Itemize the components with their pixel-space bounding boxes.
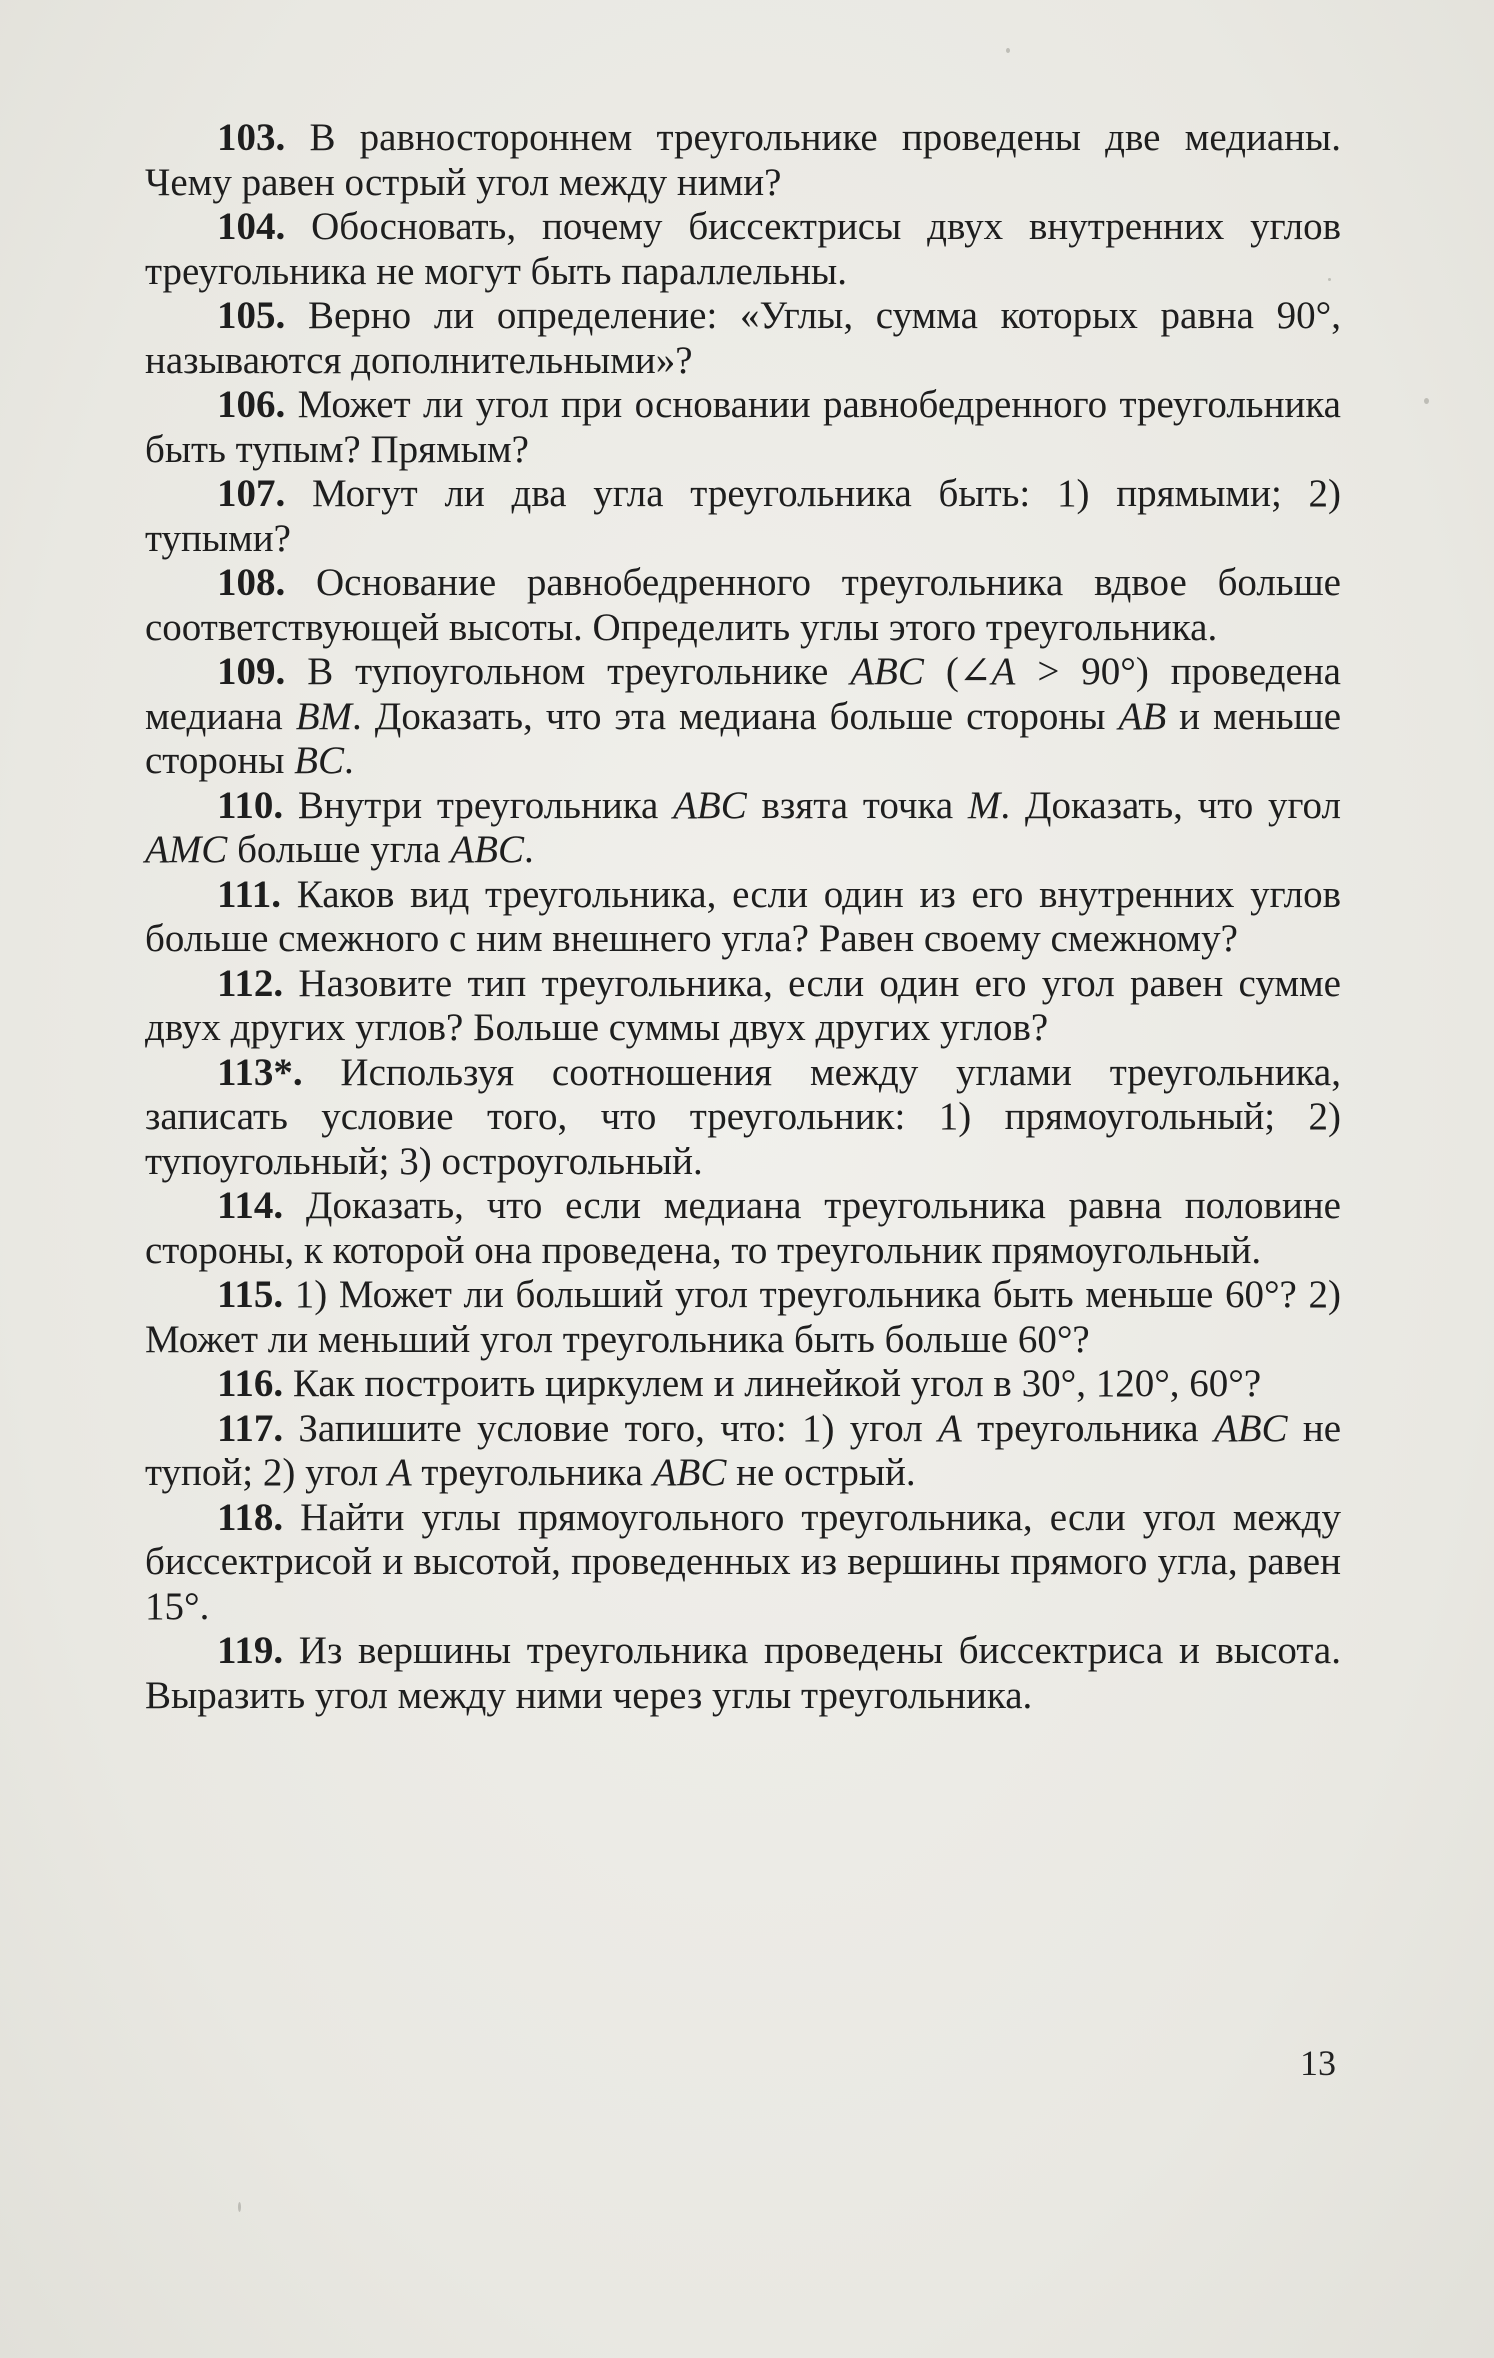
problem-text: Как построить циркулем и линейкой угол в 30°, 120°, 60°? [283, 1362, 1262, 1405]
problem-item [145, 1407, 1341, 1496]
problem-number: 108. [217, 561, 286, 604]
problem-item [145, 205, 1341, 294]
problem-text: В равностороннем треугольнике проведены две медианы. Чему равен острый угол между ними? [145, 116, 1341, 204]
problem-number: 112. [217, 961, 284, 1005]
paper-speck [238, 2202, 241, 2212]
problem-text: треугольника [961, 1406, 1214, 1450]
problem-number: 109. [217, 650, 286, 693]
math-variable: ABC [652, 1451, 727, 1494]
problem-number: 114. [217, 1184, 284, 1227]
problem-text: Из вершины треугольника проведены биссектриса и высота. Выразить угол между ними через углы треугольника. [145, 1629, 1341, 1717]
problem-item [145, 1362, 1341, 1407]
problem-number: 117. [217, 1406, 284, 1450]
problem-number: 106. [217, 383, 286, 426]
problem-item [145, 294, 1341, 383]
problem-number: 105. [217, 294, 286, 337]
problem-number: 119. [217, 1629, 284, 1672]
problem-text: В тупоугольном треугольнике [285, 650, 851, 693]
problem-number: 103. [217, 116, 286, 159]
problem-item [145, 1629, 1341, 1718]
problem-text: . Доказать, что угол [1000, 783, 1341, 827]
problem-text: Запишите условие того, что: 1) угол [283, 1406, 938, 1450]
math-variable: M [967, 783, 1001, 827]
math-variable: BM [295, 694, 352, 738]
paper-speck [1328, 278, 1331, 281]
problem-text: . [344, 739, 354, 782]
problem-text: 1) Может ли больший угол треугольника быть меньше 60°? 2) Может ли меньший угол треугольника быть больше 60°? [145, 1273, 1341, 1361]
math-variable: A [387, 1451, 412, 1494]
problem-item [145, 116, 1341, 205]
problem-text: ( [923, 650, 959, 693]
problem-text: Назовите тип треугольника, если один его угол равен сумме двух других углов? Больше суммы двух других углов? [145, 961, 1341, 1049]
problem-item [145, 873, 1341, 962]
problem-item [145, 650, 1341, 784]
problem-text: Используя соотношения между углами треугольника, записать условие того, что треугольник: 1) прямоугольный; 2) тупоугольный; 3) остроугольный. [145, 1050, 1341, 1183]
problem-item [145, 1051, 1341, 1185]
problem-text: Верно ли определение: «Углы, сумма которых равна 90°, называются дополнительными»? [145, 294, 1341, 382]
math-variable: BC [294, 739, 345, 782]
math-variable: A [937, 1406, 962, 1450]
problem-number: 110. [217, 783, 284, 827]
problem-number: 111. [217, 872, 281, 916]
problem-text: треугольника [411, 1451, 653, 1494]
problem-item [145, 784, 1341, 873]
math-variable: ABC [1213, 1406, 1288, 1450]
math-variable: ABC [450, 828, 524, 871]
problem-text: не тупой; 2) угол [145, 1406, 1341, 1494]
problem-item [145, 472, 1341, 561]
problem-text: Найти углы прямоугольного треугольника, если угол между биссектрисой и высотой, проведенных из вершины прямого угла, равен 15°. [145, 1495, 1341, 1628]
problem-item [145, 962, 1341, 1051]
problem-number: 107. [217, 472, 286, 515]
math-variable: AMC [145, 828, 228, 871]
problem-text: Может ли угол при основании равнобедренного треугольника быть тупым? Прямым? [145, 383, 1341, 471]
problem-number: 113*. [217, 1050, 303, 1094]
problem-text: Каков вид треугольника, если один из его внутренних углов больше смежного с ним внешнего угла? Равен своему смежному? [145, 872, 1341, 960]
paper-speck [1424, 398, 1429, 404]
math-variable: ∠A [958, 650, 1016, 693]
math-variable: ABC [850, 650, 924, 693]
paper-speck [1006, 48, 1010, 53]
problem-item [145, 1496, 1341, 1630]
problem-item [145, 1273, 1341, 1362]
problem-text: Обосновать, почему биссектрисы двух внутренних углов треугольника не могут быть параллельны. [145, 205, 1341, 293]
problem-text: Основание равнобедренного треугольника вдвое больше соответствующей высоты. Определить углы этого треугольника. [145, 561, 1341, 649]
page-number: 13 [1300, 2043, 1336, 2083]
problem-item [145, 383, 1341, 472]
problem-text: Могут ли два угла треугольника быть: 1) прямыми; 2) тупыми? [145, 472, 1341, 560]
problem-number: 104. [217, 205, 286, 248]
problem-list [145, 116, 1341, 1718]
problem-text: . [523, 828, 534, 871]
problem-text: не острый. [726, 1451, 916, 1494]
problem-number: 116. [217, 1362, 284, 1405]
problem-text: . Доказать, что эта медиана больше стороны [352, 694, 1119, 738]
math-variable: AB [1118, 694, 1167, 738]
problem-text: и меньше стороны [145, 694, 1342, 782]
problem-text: Доказать, что если медиана треугольника равна половине стороны, к которой она проведена, то треугольник прямоугольный. [145, 1184, 1341, 1272]
problem-item [145, 561, 1341, 650]
problem-item [145, 1184, 1341, 1273]
problem-text: Внутри треугольника [283, 783, 674, 827]
math-variable: ABC [673, 783, 747, 827]
problem-text: больше угла [227, 828, 451, 871]
problem-text: взята точка [746, 783, 968, 827]
problem-number: 115. [217, 1273, 284, 1316]
problem-number: 118. [217, 1495, 284, 1539]
problem-text: > 90°) проведена медиана [145, 650, 1341, 738]
